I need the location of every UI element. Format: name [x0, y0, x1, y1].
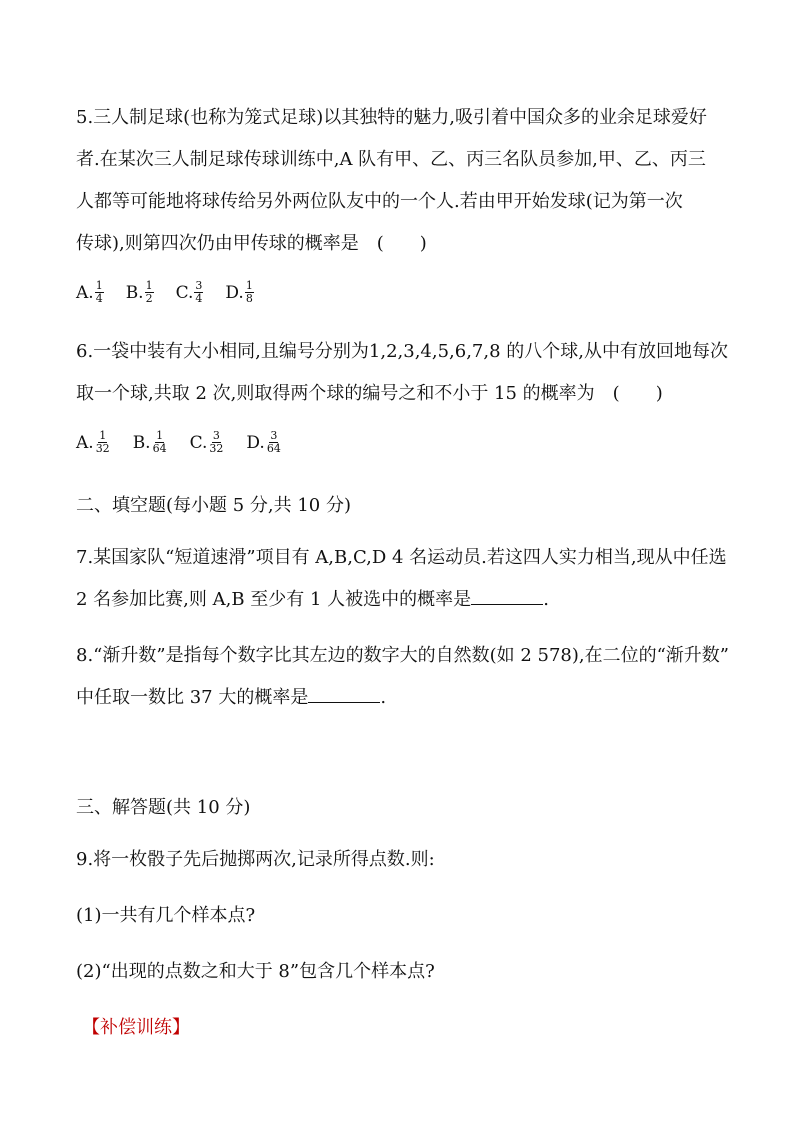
q8-line-1: 8.“渐升数”是指每个数字比其左边的数字大的自然数(如 2 578),在二位的“渐升数” [76, 645, 729, 666]
fraction: $\frac{1}{2}$ [145, 279, 153, 305]
q9-part-1: (1)一共有几个样本点? [76, 905, 256, 926]
q5-options [76, 280, 276, 305]
answer-blank [471, 588, 543, 605]
q5-option-d [225, 280, 253, 305]
q8-text: 中任取一数比 37 大的概率是 [76, 687, 309, 708]
q6-options [76, 430, 304, 455]
option-label: B. [125, 282, 144, 303]
option-label: A. [76, 282, 94, 303]
fraction: $\frac{1}{4}$ [95, 279, 103, 305]
q8-line-2 [76, 686, 386, 710]
q7-line-1: 7.某国家队“短道速滑”项目有 A,B,C,D 4 名运动员.若这四人实力相当,现从中任选 [76, 547, 727, 568]
option-label: A. [76, 432, 94, 453]
q5-line-3: 人都等可能地将球传给另外两位队友中的一个人.若由甲开始发球(记为第一次 [76, 191, 683, 212]
q9-line-1: 9.将一枚骰子先后抛掷两次,记录所得点数.则: [76, 849, 435, 870]
q9-part-2: (2)“出现的点数之和大于 8”包含几个样本点? [76, 961, 435, 982]
option-label: C. [189, 432, 208, 453]
fraction: $\frac{3}{64}$ [266, 429, 281, 455]
fraction: $\frac{1}{64}$ [152, 429, 167, 455]
option-label: B. [132, 432, 151, 453]
q6-option-d [246, 430, 281, 455]
answer-blank [308, 686, 380, 703]
q8-period: . [380, 687, 387, 708]
q5-option-c [176, 280, 204, 305]
q6-option-b [133, 430, 168, 455]
q5-line-1: 5.三人制足球(也称为笼式足球)以其独特的魅力,吸引着中国众多的业余足球爱好 [76, 107, 707, 128]
q5-option-b [126, 280, 154, 305]
section-2-heading: 二、填空题(每小题 5 分,共 10 分) [76, 495, 352, 516]
q6-line-1: 6.一袋中装有大小相同,且编号分别为1,2,3,4,5,6,7,8 的八个球,从中有放回地每次 [76, 341, 729, 362]
section-3-heading: 三、解答题(共 10 分) [76, 797, 251, 818]
q5-option-a [76, 280, 104, 305]
q5-line-2: 者.在某次三人制足球传球训练中,A 队有甲、乙、丙三名队员参加,甲、乙、丙三 [76, 149, 706, 170]
option-label: D. [246, 432, 265, 453]
q7-period: . [543, 589, 549, 610]
supplement-heading: 【补偿训练】 [82, 1017, 190, 1038]
option-label: D. [225, 282, 244, 303]
fraction: $\frac{3}{4}$ [195, 279, 203, 305]
fraction: $\frac{3}{32}$ [209, 429, 224, 455]
q6-option-c [190, 430, 225, 455]
q7-line-2 [76, 588, 549, 612]
fraction: $\frac{1}{8}$ [245, 279, 253, 305]
fraction: $\frac{1}{32}$ [95, 429, 110, 455]
q7-text: 2 名参加比赛,则 A,B 至少有 1 人被选中的概率是 [76, 589, 472, 610]
option-label: C. [175, 282, 194, 303]
q5-line-4: 传球),则第四次仍由甲传球的概率是 ( ) [76, 233, 427, 254]
q6-option-a [76, 430, 111, 455]
q6-line-2: 取一个球,共取 2 次,则取得两个球的编号之和不小于 15 的概率为 ( ) [76, 383, 663, 404]
